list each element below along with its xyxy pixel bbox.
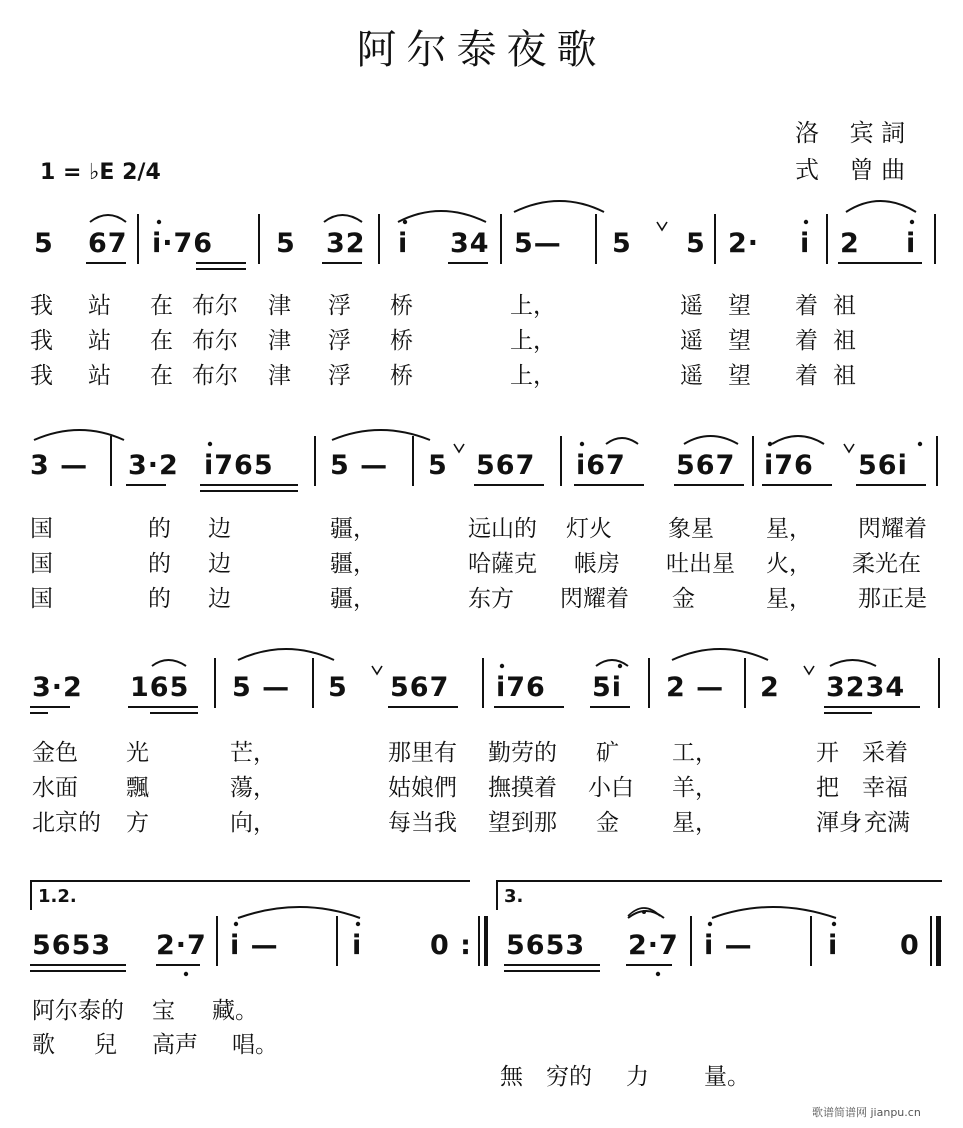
lyric: 吐出星 [666, 551, 735, 577]
lyric: 象星 [668, 516, 714, 542]
lyric: 充满 [864, 810, 910, 836]
lyric: 藏。 [212, 998, 258, 1024]
lyric: 那里有 [388, 740, 457, 766]
lyric: 羊， [672, 775, 718, 801]
lyric: 帳房 [574, 551, 620, 577]
octave-dot [918, 442, 922, 446]
slur [90, 215, 126, 222]
lyric: 光 [126, 740, 149, 766]
lyric: 边 [208, 516, 231, 542]
breath-mark [844, 444, 854, 452]
slur [606, 438, 638, 444]
volta-label: 3. [504, 886, 524, 907]
note: 5 [612, 228, 632, 259]
lyric: 在 [150, 293, 173, 319]
lyric: 津 [268, 363, 291, 389]
note: 2· [728, 228, 760, 259]
note: 3234 [826, 672, 906, 703]
lyric: 姑娘們 [388, 775, 457, 801]
breath-mark [454, 444, 464, 452]
lyric: 疆， [330, 551, 376, 577]
lyric: 国 [30, 516, 53, 542]
lyric: 浮 [328, 363, 351, 389]
lyric: 布尔 [192, 328, 238, 354]
lyric: 力 [626, 1064, 649, 1090]
lyric: 东方 [468, 586, 514, 612]
lyric: 閃耀着 [560, 586, 629, 612]
lyric: 無 [500, 1064, 523, 1090]
slur [772, 436, 824, 444]
lyric: 祖 [833, 293, 856, 319]
lyric: 的 [148, 586, 171, 612]
lyric: 站 [88, 363, 111, 389]
lyric: 着 [795, 363, 818, 389]
octave-dot [356, 922, 360, 926]
lyric: 飄 [126, 775, 149, 801]
lyric: 布尔 [192, 293, 238, 319]
lyric: 遥 [680, 363, 703, 389]
lyric: 的 [148, 516, 171, 542]
lyric: 把 [816, 775, 839, 801]
note: 0 [900, 930, 920, 961]
lyric: 我 [30, 293, 53, 319]
octave-dot [500, 664, 504, 668]
lyric: 小白 [588, 775, 634, 801]
lyric: 矿 [596, 740, 619, 766]
lyric: 着 [795, 293, 818, 319]
octave-dot [208, 442, 212, 446]
page-title: 阿尔泰夜歌 [356, 27, 607, 73]
note: 2 [840, 228, 860, 259]
slur [324, 215, 362, 222]
lyric: 宝 [152, 998, 175, 1024]
lyric: 上， [510, 293, 556, 319]
note: 0 : [430, 930, 472, 961]
lyric: 向， [230, 810, 276, 836]
lyric: 阿尔泰的 [32, 998, 124, 1024]
tie [332, 430, 430, 440]
lyric: 哈薩克 [468, 551, 537, 577]
lyric: 水面 [32, 775, 78, 801]
lyric: 遥 [680, 293, 703, 319]
key-signature: 1 = ♭E 2/4 [40, 160, 161, 185]
lyric: 祖 [833, 363, 856, 389]
lyric: 量。 [704, 1064, 750, 1090]
lyric: 穷的 [546, 1064, 592, 1090]
tie [238, 649, 334, 660]
lyric: 站 [88, 328, 111, 354]
breath-mark [657, 222, 667, 230]
breath-mark [372, 666, 382, 674]
note: 5i [592, 672, 623, 703]
note: 56i [858, 450, 908, 481]
tie [238, 907, 360, 918]
lyric: 那正是 [858, 586, 927, 612]
low-octave-dot [656, 972, 660, 976]
slur [830, 660, 876, 666]
lyric: 唱。 [232, 1032, 278, 1058]
note: 5 [686, 228, 706, 259]
lyric: 浮 [328, 328, 351, 354]
octave-dot [708, 922, 712, 926]
lyric: 布尔 [192, 363, 238, 389]
slur [596, 660, 628, 666]
lyric: 工， [672, 740, 718, 766]
lyric: 望到那 [488, 810, 557, 836]
lyric: 閃耀着 [858, 516, 927, 542]
octave-dot [234, 922, 238, 926]
tie [672, 649, 768, 660]
lyric: 渾身 [816, 810, 862, 836]
lyricist-credit: 洛 宾 詞 [795, 119, 906, 147]
watermark: 歌谱简谱网 jianpu.cn [812, 1106, 921, 1119]
lyric: 撫摸着 [488, 775, 557, 801]
composer-credit: 式 曾 曲 [795, 156, 906, 184]
note: 5653 [506, 930, 586, 961]
lyric: 幸福 [862, 775, 908, 801]
note: i [398, 228, 409, 259]
lyric: 望 [728, 293, 751, 319]
lyric: 星， [672, 810, 718, 836]
note: i [352, 930, 363, 961]
lyric: 蕩， [230, 775, 276, 801]
lyric: 远山的 [468, 516, 537, 542]
slur [398, 211, 486, 222]
lyric: 祖 [833, 328, 856, 354]
fermata-dot [642, 910, 646, 914]
note: 3·2 [128, 450, 179, 481]
note: 5 — [330, 450, 389, 481]
octave-dot [832, 922, 836, 926]
lyric: 疆， [330, 586, 376, 612]
note: i·76 [152, 228, 214, 259]
note: 5 — [232, 672, 291, 703]
note: 3·2 [32, 672, 83, 703]
tie [34, 430, 124, 440]
lyric: 兒 [94, 1032, 117, 1058]
lyric: 上， [510, 328, 556, 354]
octave-dot [910, 220, 914, 224]
lyric: 灯火 [566, 516, 612, 542]
note: 34 [450, 228, 490, 259]
note: 2·7 [628, 930, 679, 961]
octave-dot [618, 664, 622, 668]
note: 67 [88, 228, 128, 259]
lyric: 国 [30, 586, 53, 612]
note: i — [230, 930, 279, 961]
lyric: 遥 [680, 328, 703, 354]
lyric: 我 [30, 363, 53, 389]
lyric: 桥 [390, 328, 413, 354]
note: 3 — [30, 450, 89, 481]
tie [514, 201, 604, 212]
lyric: 边 [208, 586, 231, 612]
tie [712, 907, 836, 918]
slur [684, 436, 738, 444]
octave-dot [403, 220, 407, 224]
lyric: 的 [148, 551, 171, 577]
note: 32 [326, 228, 366, 259]
note: i67 [576, 450, 626, 481]
note: i76 [764, 450, 814, 481]
note: i76 [496, 672, 546, 703]
lyric: 每当我 [388, 810, 457, 836]
lyric: 站 [88, 293, 111, 319]
note: i765 [204, 450, 274, 481]
lyric: 着 [795, 328, 818, 354]
lyric: 柔光在 [852, 551, 921, 577]
lyric: 津 [268, 293, 291, 319]
lyric: 桥 [390, 293, 413, 319]
octave-dot [157, 220, 161, 224]
note: 165 [130, 672, 190, 703]
lyric: 北京的 [32, 810, 101, 836]
lyric: 我 [30, 328, 53, 354]
lyric: 芒， [230, 740, 276, 766]
note: i [906, 228, 917, 259]
octave-dot [580, 442, 584, 446]
note: 5— [514, 228, 562, 259]
note: 2·7 [156, 930, 207, 961]
note: 5 [276, 228, 296, 259]
note: i — [704, 930, 753, 961]
lyric: 金 [672, 586, 695, 612]
note: i [800, 228, 811, 259]
lyric: 桥 [390, 363, 413, 389]
lyric: 勤劳的 [488, 740, 557, 766]
lyric: 津 [268, 328, 291, 354]
lyric: 国 [30, 551, 53, 577]
octave-dot [768, 442, 772, 446]
lyric: 方 [126, 810, 149, 836]
lyric: 歌 [32, 1032, 55, 1058]
tie [846, 201, 916, 212]
lyric: 上， [510, 363, 556, 389]
breath-mark [804, 666, 814, 674]
lyric: 金色 [32, 740, 78, 766]
volta-label: 1.2. [38, 886, 77, 907]
note: 5 [428, 450, 448, 481]
note: 2 — [666, 672, 725, 703]
lyric: 在 [150, 363, 173, 389]
note: 5 [34, 228, 54, 259]
lyric: 星， [766, 516, 812, 542]
lyric: 望 [728, 363, 751, 389]
lyric: 疆， [330, 516, 376, 542]
lyric: 采着 [862, 740, 908, 766]
low-octave-dot [184, 972, 188, 976]
lyric: 开 [816, 740, 839, 766]
note: 567 [390, 672, 450, 703]
slur [152, 660, 186, 666]
note: i [828, 930, 839, 961]
lyric: 望 [728, 328, 751, 354]
lyric: 浮 [328, 293, 351, 319]
note: 567 [676, 450, 736, 481]
note: 5653 [32, 930, 112, 961]
lyric: 星， [766, 586, 812, 612]
note: 2 [760, 672, 780, 703]
lyric: 在 [150, 328, 173, 354]
lyric: 火， [766, 551, 812, 577]
lyric: 边 [208, 551, 231, 577]
note: 5 [328, 672, 348, 703]
note: 567 [476, 450, 536, 481]
lyric: 金 [596, 810, 619, 836]
octave-dot [804, 220, 808, 224]
lyric: 高声 [152, 1032, 198, 1058]
